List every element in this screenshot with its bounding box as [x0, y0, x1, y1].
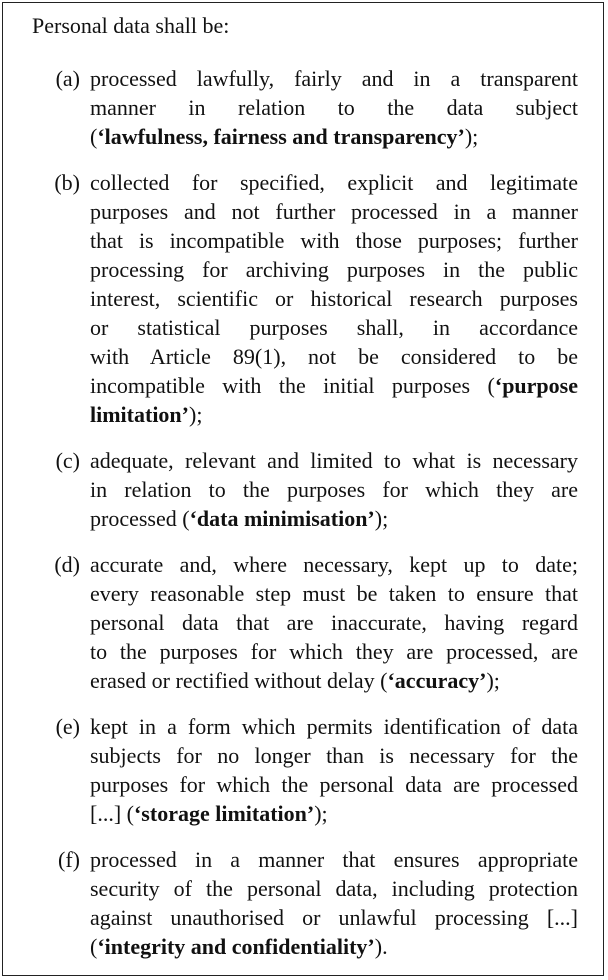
plain-text: ); [189, 402, 203, 427]
text-line [90, 313, 578, 342]
text-line [90, 932, 578, 961]
item-label: (b) [54, 170, 80, 195]
list-item [0, 168, 608, 429]
text-line [90, 400, 578, 429]
plain-text: to the purposes for which they are processed, are [90, 639, 578, 664]
item-text [90, 446, 578, 533]
plain-text: that is incompatible with those purposes; further [90, 228, 578, 253]
plain-text: [...] ( [90, 801, 134, 826]
plain-text: adequate, relevant and limited to what is necessary [90, 448, 578, 473]
plain-text: erased or rectified without delay ( [90, 668, 388, 693]
plain-text: security of the personal data, including protection [90, 876, 578, 901]
intro-text: Personal data shall be: [32, 13, 230, 38]
plain-text: purposes for which the personal data are processed [90, 772, 578, 797]
text-line [90, 122, 578, 151]
plain-text: processed in a manner that ensures appropriate [90, 847, 578, 872]
text-line [90, 741, 578, 770]
bold-term: ‘integrity and confidentiality’ [97, 934, 375, 959]
text-line [90, 342, 578, 371]
bold-term: ‘accuracy’ [387, 668, 487, 693]
plain-text: processed ( [90, 506, 190, 531]
plain-text: or statistical purposes shall, in accordance [90, 315, 578, 340]
text-line [90, 874, 578, 903]
bold-term: limitation’ [90, 402, 189, 427]
list-item [0, 712, 608, 828]
text-line [90, 579, 578, 608]
text-line [90, 64, 578, 93]
text-line [90, 371, 578, 400]
plain-text: processing for archiving purposes in the public [90, 257, 578, 282]
text-line [90, 197, 578, 226]
plain-text: ). [374, 934, 388, 959]
bold-term: ‘storage limitation’ [133, 801, 315, 826]
plain-text: interest, scientific or historical research purposes [90, 286, 578, 311]
list-item [0, 64, 608, 151]
text-line [90, 284, 578, 313]
plain-text: against unauthorised or unlawful processing [...] [90, 905, 578, 930]
item-text [90, 712, 578, 828]
list-item [0, 845, 608, 961]
bold-term: ‘purpose [494, 373, 578, 398]
item-text [90, 550, 578, 695]
text-line [90, 712, 578, 741]
item-label: (a) [55, 66, 80, 91]
item-label: (f) [58, 847, 80, 872]
text-line [90, 168, 578, 197]
text-line [90, 446, 578, 475]
item-text [90, 168, 578, 429]
text-line [90, 504, 578, 533]
plain-text: in relation to the purposes for which they are [90, 477, 578, 502]
list-item [0, 446, 608, 533]
plain-text: subjects for no longer than is necessary for the [90, 743, 578, 768]
plain-text: with Article 89(1), not be considered to be [90, 344, 578, 369]
plain-text: personal data that are inaccurate, having regard [90, 610, 578, 635]
plain-text: incompatible with the initial purposes ( [90, 373, 495, 398]
plain-text: every reasonable step must be taken to ensure that [90, 581, 578, 606]
list-item [0, 550, 608, 695]
plain-text: manner in relation to the data subject [90, 95, 578, 120]
plain-text: ); [314, 801, 328, 826]
plain-text: processed lawfully, fairly and in a transparent [90, 66, 578, 91]
plain-text: ( [90, 124, 98, 149]
plain-text: collected for specified, explicit and legitimate [90, 170, 578, 195]
plain-text: purposes and not further processed in a manner [90, 199, 578, 224]
plain-text: ); [486, 668, 500, 693]
plain-text: kept in a form which permits identification of data [90, 714, 578, 739]
text-line [90, 255, 578, 284]
item-label: (d) [54, 552, 80, 577]
item-label: (e) [55, 714, 80, 739]
text-line [90, 475, 578, 504]
plain-text: accurate and, where necessary, kept up to date; [90, 552, 578, 577]
text-line [90, 799, 578, 828]
text-line [90, 93, 578, 122]
principles-list [0, 64, 608, 978]
plain-text: ( [90, 934, 98, 959]
bold-term: ‘lawfulness, fairness and transparency’ [97, 124, 465, 149]
text-line [90, 608, 578, 637]
text-line [90, 666, 578, 695]
text-line [90, 903, 578, 932]
text-line [90, 845, 578, 874]
text-line [90, 637, 578, 666]
item-text [90, 845, 578, 961]
item-label: (c) [55, 448, 80, 473]
text-line [90, 550, 578, 579]
text-line [90, 226, 578, 255]
text-line [90, 770, 578, 799]
plain-text: ); [374, 506, 389, 531]
bold-term: ‘data minimisation’ [189, 506, 375, 531]
item-text [90, 64, 578, 151]
plain-text: ); [464, 124, 479, 149]
